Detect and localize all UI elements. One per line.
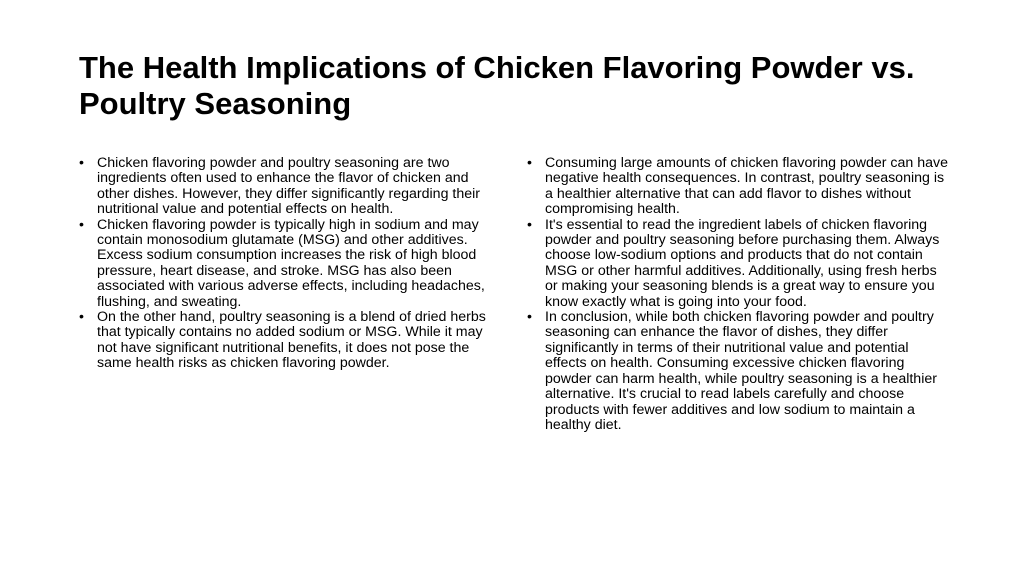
bullet-text: In conclusion, while both chicken flavoring powder and poultry seasoning can enhance the flavor of dishes, they differ significantly in terms of their nutritional value and potential effects on health. Consuming excessive chicken flavoring powder can harm health, while poultry seasoning is a healthier alternative. It's crucial to read labels carefully and choose products with fewer additives and low sodium to maintain a healthy diet. <box>545 309 937 433</box>
bullet-icon: • <box>79 216 84 233</box>
bullet-text: Consuming large amounts of chicken flavoring powder can have negative health consequences. In contrast, poultry seasoning is a healthier alternative that can add flavor to dishes without compromising health. <box>545 155 948 218</box>
bullet-item <box>527 156 949 218</box>
left-bullet-list <box>79 156 498 372</box>
bullet-icon: • <box>79 309 84 326</box>
bullet-item <box>79 218 498 310</box>
bullet-item <box>79 310 498 372</box>
bullet-icon: • <box>527 216 532 233</box>
bullet-item <box>79 156 498 218</box>
bullet-item <box>527 310 949 433</box>
bullet-text: Chicken flavoring powder and poultry seasoning are two ingredients often used to enhance the flavor of chicken and other dishes. However, they differ significantly regarding their nutritional value and potential effects on health. <box>97 155 480 218</box>
bullet-text: On the other hand, poultry seasoning is a blend of dried herbs that typically contains no added sodium or MSG. While it may not have significant nutritional benefits, it does not pose the same health risks as chicken flavoring powder. <box>97 309 486 372</box>
bullet-icon: • <box>527 155 532 171</box>
bullet-text: Chicken flavoring powder is typically high in sodium and may contain monosodium glutamate (MSG) and other additives. Excess sodium consumption increases the risk of high blood pressure, heart disease, and stroke. MSG has also been associated with various adverse effects, including headaches, flushing, and sweating. <box>97 216 485 310</box>
bullet-icon: • <box>79 155 84 171</box>
bullet-text: It's essential to read the ingredient labels of chicken flavoring powder and poultry seasoning before purchasing them. Always choose low-sodium options and products that do not contain MSG or other harmful additives. Additionally, using fresh herbs or making your seasoning blends is a great way to ensure you know exactly what is going into your food. <box>545 216 940 310</box>
right-bullet-list <box>527 156 949 433</box>
bullet-icon: • <box>527 309 532 326</box>
slide-title: The Health Implications of Chicken Flavoring Powder vs. Poultry Seasoning <box>79 50 915 121</box>
bullet-item <box>527 218 949 310</box>
